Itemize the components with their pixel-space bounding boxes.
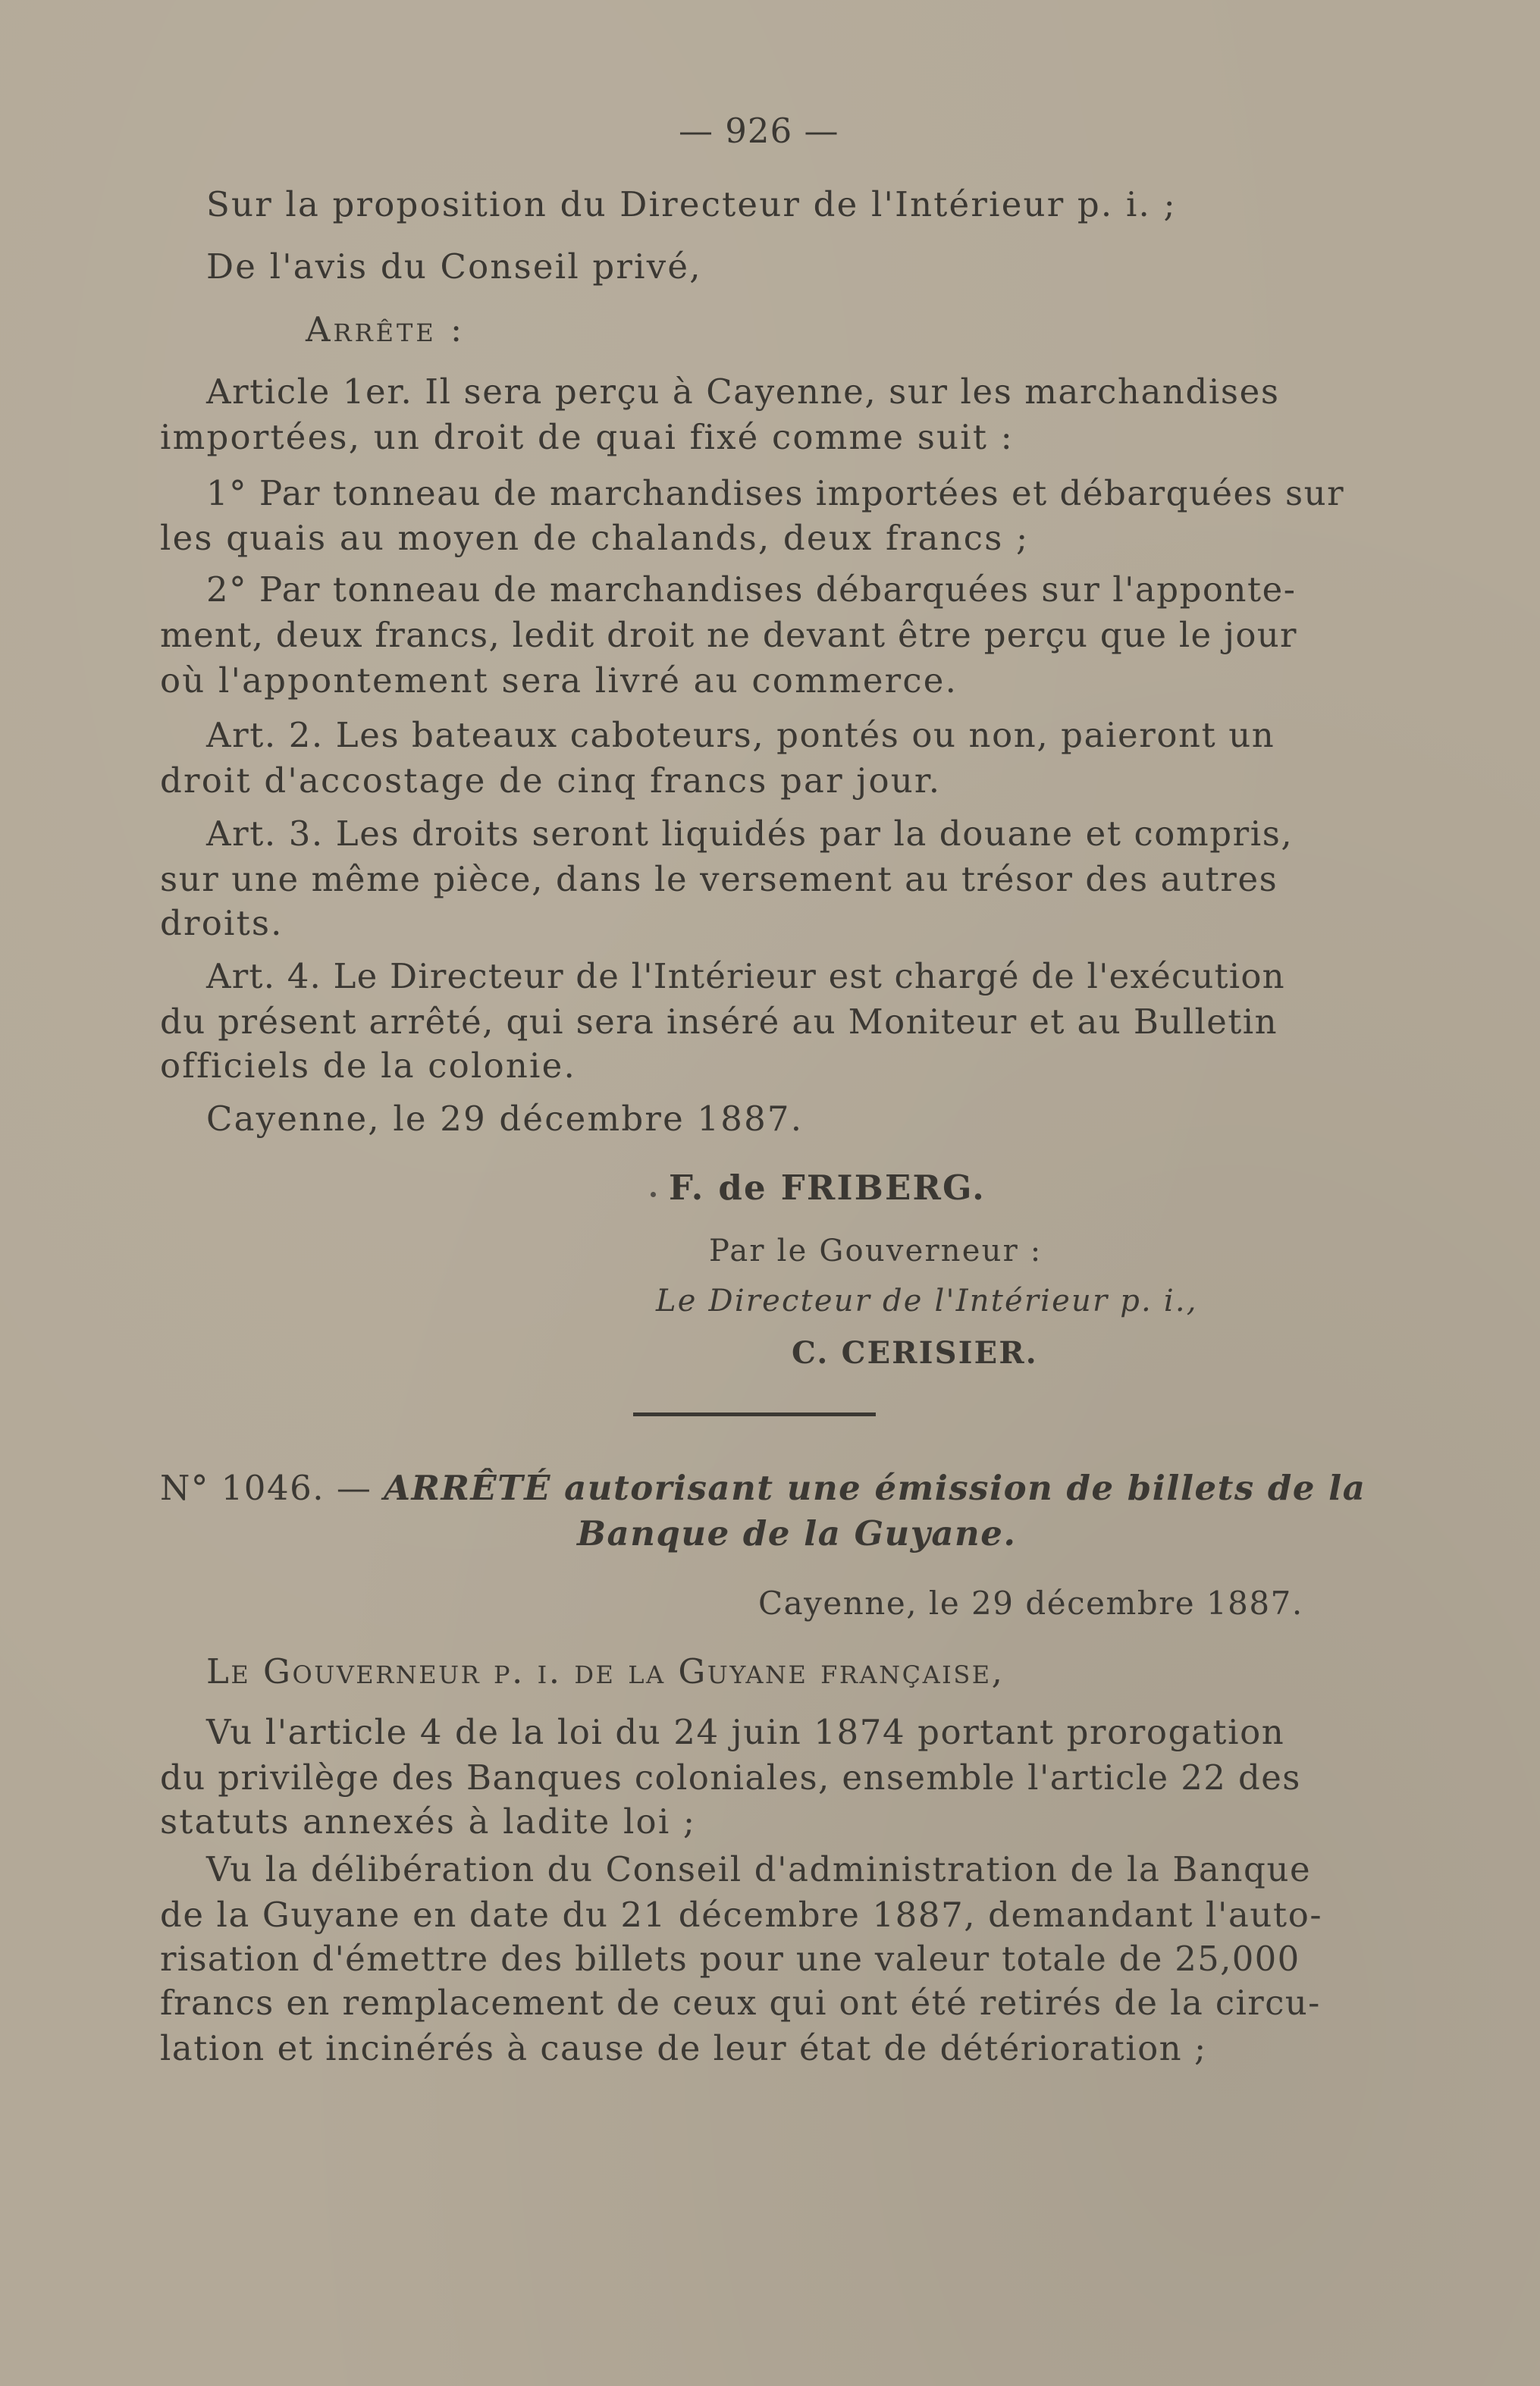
article-4-line-1: Art. 4. Le Directeur de l'Intérieur est chargé de l'exécution — [206, 956, 1285, 996]
signature-par-le: Par le Gouverneur : — [709, 1234, 1043, 1268]
article-3-line-1: Art. 3. Les droits seront liquidés par la douane et compris, — [206, 814, 1294, 854]
decree-1046-title-line-2: Banque de la Guyane. — [577, 1513, 1017, 1554]
article-1-line-6: ment, deux francs, ledit droit ne devant être perçu que le jour — [160, 615, 1297, 655]
signature-governor: F. de FRIBERG. — [669, 1168, 986, 1208]
signature-director-title: Le Directeur de l'Intérieur p. i., — [656, 1284, 1198, 1318]
vu-1-line-3: statuts annexés à ladite loi ; — [160, 1801, 697, 1842]
article-1-line-4: les quais au moyen de chalands, deux francs ; — [160, 518, 1030, 558]
section-divider — [633, 1412, 876, 1416]
decree-1046-heading — [160, 1466, 1366, 1511]
decree-1046-opening: Le Gouverneur p. i. de la Guyane française, — [206, 1651, 1005, 1692]
vu-2-line-3: risation d'émettre des billets pour une valeur totale de 25,000 — [160, 1939, 1300, 1979]
article-1-line-7: où l'appontement sera livré au commerce. — [160, 660, 958, 701]
vu-2-line-2: de la Guyane en date du 21 décembre 1887, demandant l'auto- — [160, 1895, 1323, 1935]
article-4-line-3: officiels de la colonie. — [160, 1046, 576, 1086]
page-number: — 926 — — [679, 111, 839, 151]
article-2-line-1: Art. 2. Les bateaux caboteurs, pontés ou non, paieront un — [206, 715, 1275, 755]
preamble-line-2: De l'avis du Conseil privé, — [206, 246, 702, 287]
article-3-line-2: sur une même pièce, dans le versement au trésor des autres — [160, 859, 1278, 899]
bullet-dot — [651, 1192, 656, 1197]
preamble-line-1: Sur la proposition du Directeur de l'Intérieur p. i. ; — [206, 184, 1177, 224]
vu-2-line-5: lation et incinérés à cause de leur état de détérioration ; — [160, 2028, 1207, 2068]
arrete-label: Arrête : — [306, 309, 466, 350]
article-2-line-2: droit d'accostage de cinq francs par jour. — [160, 760, 942, 801]
decree-date-line: Cayenne, le 29 décembre 1887. — [206, 1099, 804, 1139]
vu-1-line-1: Vu l'article 4 de la loi du 24 juin 1874 portant prorogation — [206, 1712, 1285, 1752]
article-1-line-3: 1° Par tonneau de marchandises importées et débarquées sur — [206, 473, 1345, 513]
vu-2-line-1: Vu la délibération du Conseil d'administration de la Banque — [206, 1849, 1312, 1889]
decree-1046-date: Cayenne, le 29 décembre 1887. — [758, 1585, 1303, 1622]
article-4-line-2: du présent arrêté, qui sera inséré au Moniteur et au Bulletin — [160, 1002, 1278, 1042]
vu-2-line-4: francs en remplacement de ceux qui ont été retirés de la circu- — [160, 1983, 1321, 2023]
decree-1046-title: ARRÊTÉ autorisant une émission de billets de la — [384, 1468, 1366, 1508]
signature-director-name: C. CERISIER. — [792, 1335, 1038, 1371]
article-1-line-2: importées, un droit de quai fixé comme suit : — [160, 417, 1014, 457]
article-3-line-3: droits. — [160, 903, 284, 943]
decree-1046-number: N° 1046. — [160, 1468, 325, 1508]
article-1-line-5: 2° Par tonneau de marchandises débarquées sur l'apponte- — [206, 569, 1297, 610]
vu-1-line-2: du privilège des Banques coloniales, ensemble l'article 22 des — [160, 1757, 1301, 1798]
article-1-line-1: Article 1er. Il sera perçu à Cayenne, sur les marchandises — [206, 372, 1280, 412]
decree-1046-dash: — — [336, 1468, 372, 1508]
